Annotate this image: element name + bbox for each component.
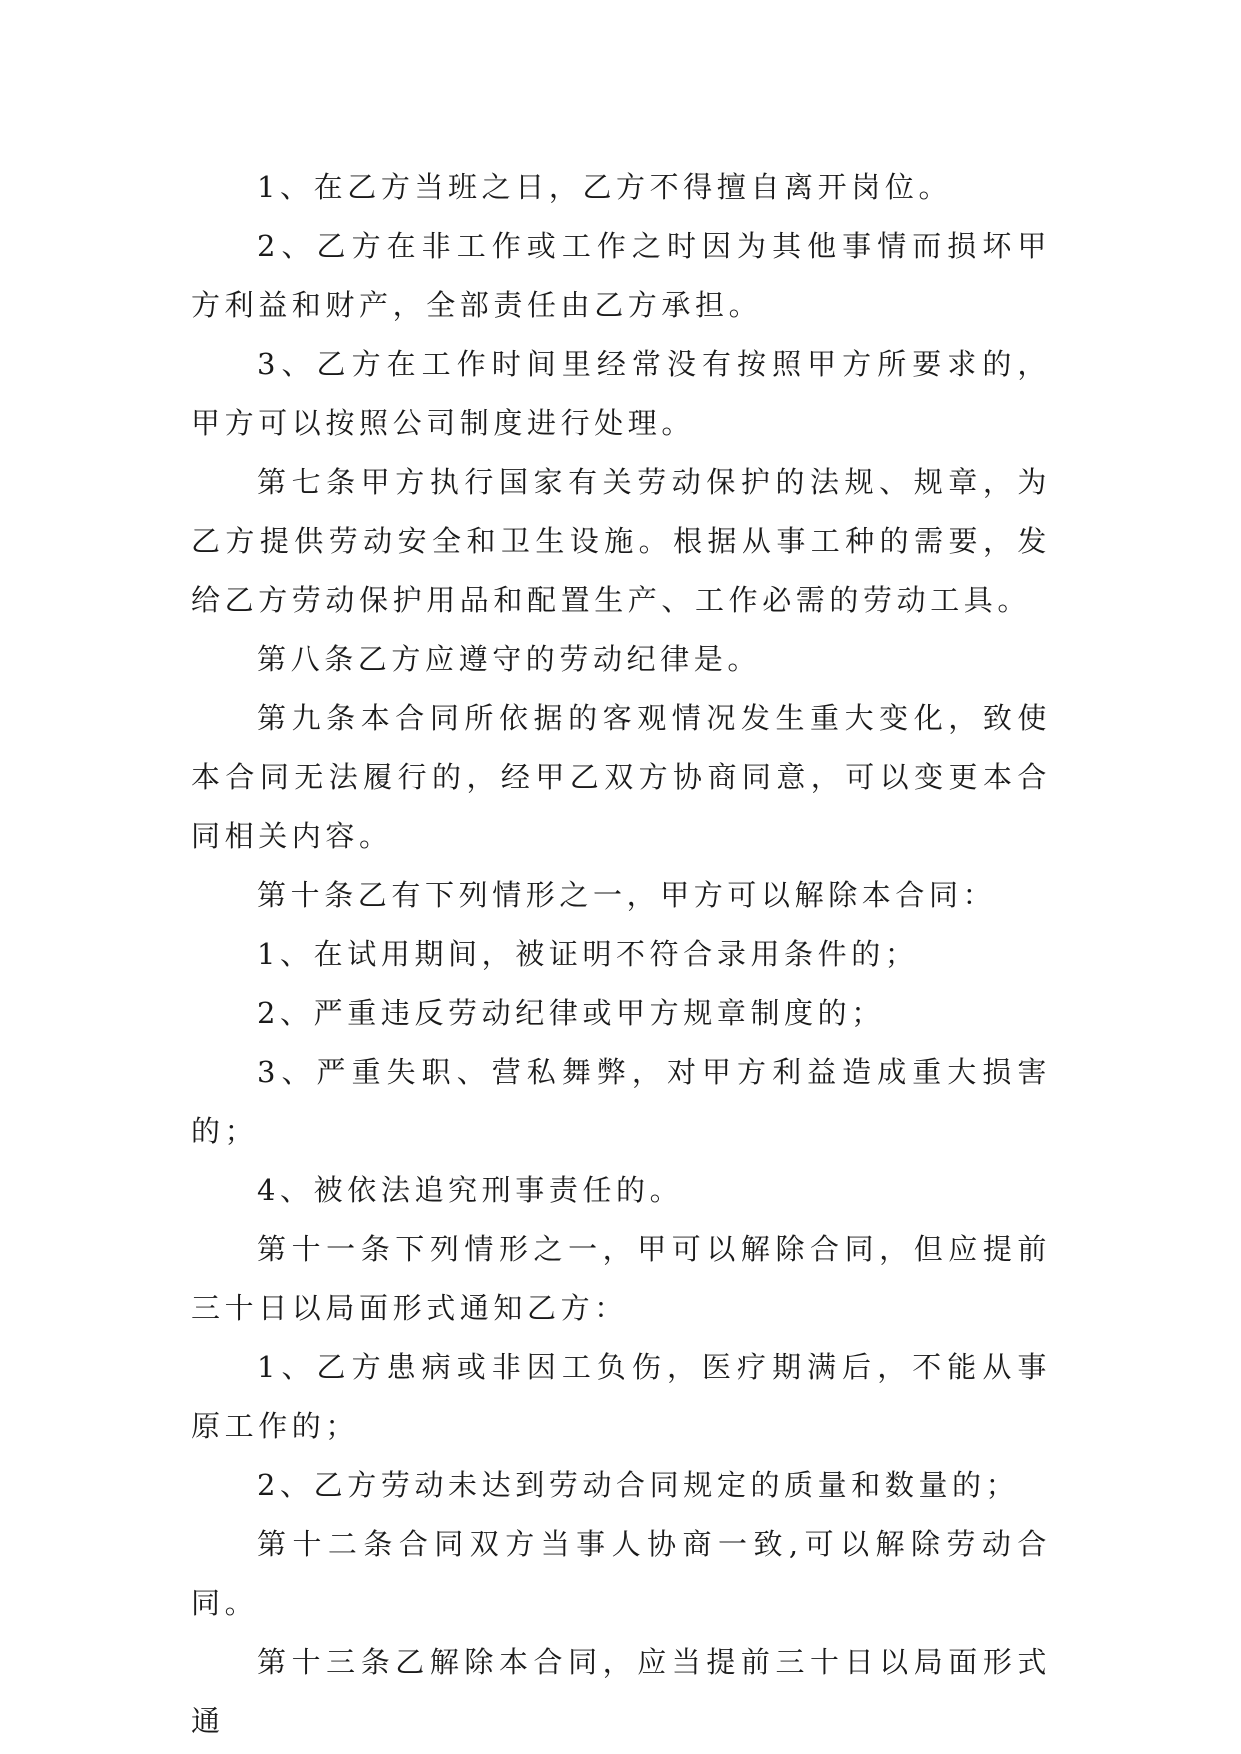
paragraph: 1、在乙方当班之日，乙方不得擅自离开岗位。 [257, 170, 953, 204]
paragraph: 1、乙方患病或非因工负伤，医疗期满后，不能从事原工作的； [191, 1350, 1051, 1443]
paragraph: 3、乙方在工作时间里经常没有按照甲方所要求的，甲方可以按照公司制度进行处理。 [191, 347, 1051, 440]
paragraph: 第十一条下列情形之一，甲可以解除合同，但应提前三十日以局面形式通知乙方： [191, 1232, 1051, 1325]
paragraph: 3、严重失职、营私舞弊，对甲方利益造成重大损害的； [191, 1055, 1051, 1148]
paragraph: 第八条乙方应遵守的劳动纪律是。 [257, 642, 762, 676]
paragraph: 第九条本合同所依据的客观情况发生重大变化，致使本合同无法履行的，经甲乙双方协商同意，可以变更本合同相关内容。 [191, 701, 1051, 853]
paragraph: 第十条乙有下列情形之一，甲方可以解除本合同： [257, 878, 997, 912]
paragraph: 第十二条合同双方当事人协商一致,可以解除劳动合同。 [191, 1527, 1051, 1620]
paragraph: 第七条甲方执行国家有关劳动保护的法规、规章，为乙方提供劳动安全和卫生设施。根据从事工种的需要，发给乙方劳动保护用品和配置生产、工作必需的劳动工具。 [191, 465, 1051, 617]
paragraph: 2、严重违反劳动纪律或甲方规章制度的； [257, 996, 885, 1030]
paragraph: 第十三条乙解除本合同，应当提前三十日以局面形式通 [191, 1645, 1051, 1738]
paragraph: 4、被依法追究刑事责任的。 [257, 1173, 684, 1207]
paragraph: 1、在试用期间，被证明不符合录用条件的； [257, 937, 919, 971]
document-body [191, 158, 1051, 1751]
paragraph: 2、乙方在非工作或工作之时因为其他事情而损坏甲方利益和财产，全部责任由乙方承担。 [191, 229, 1051, 322]
paragraph: 2、乙方劳动未达到劳动合同规定的质量和数量的； [257, 1468, 1020, 1502]
